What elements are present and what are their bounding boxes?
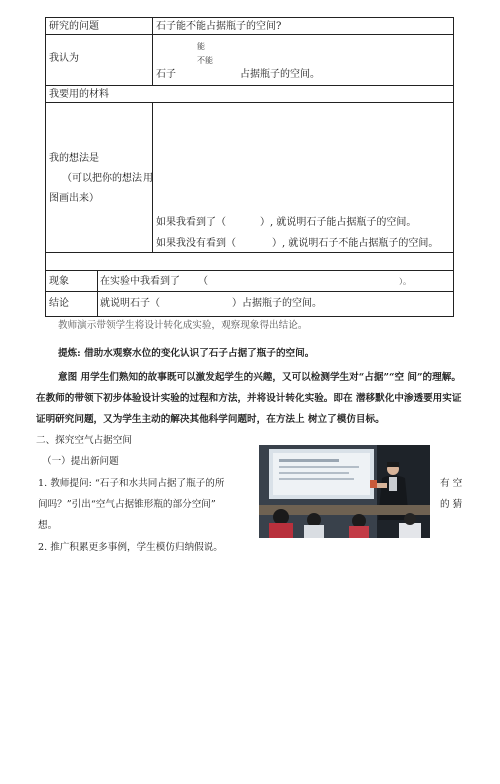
row-label-conclusion: 结论 [49, 298, 69, 309]
criterion-not-seen-b: ）, 就说明石子不能占据瓶子的空间。 [272, 238, 439, 249]
criterion-not-seen-a: 如果我没有看到（ [156, 238, 236, 249]
section-heading-air: 二、探究空气占据空间 [36, 435, 132, 446]
phenomenon-paren-open: （ [198, 276, 208, 287]
subsection-new-question: （一）提出新问题 [42, 456, 119, 467]
classroom-photo-illustration [259, 445, 430, 538]
paragraph-refinement: 提炼: 借助水观察水位的变化认识了石子占据了瓶子的空间。 [58, 348, 315, 359]
option-can: 能 [197, 42, 205, 51]
research-question: 石子能不能占据瓶子的空间? [156, 21, 282, 32]
paragraph-teacher-demo: 教师演示带领学生将设计转化成实验，观察现象得出结论。 [58, 320, 308, 331]
classroom-photo [259, 445, 430, 538]
phenomenon-paren-close: ）。 [399, 277, 411, 286]
hypothesis-post: 占据瓶子的空间。 [240, 69, 320, 80]
row-label-idea-hint2: 图画出来） [49, 193, 99, 204]
item-2: 2. 推广积累更多事例，学生模仿归纳假说。 [38, 542, 223, 553]
row-label-i-think: 我认为 [49, 53, 79, 64]
row-label-idea-hint-end: 用 [143, 173, 153, 184]
phenomenon-text: 在实验中我看到了 [100, 276, 180, 287]
row-label-phenomenon: 现象 [49, 276, 69, 287]
item-1-line1-end: 有 空 [440, 478, 463, 489]
criterion-seen-a: 如果我看到了（ [156, 217, 226, 228]
item-1-line2-end: 的 猜 [440, 499, 463, 510]
item-1-line1: 1. 教师提问: “石子和水共同占据了瓶子的所 [38, 478, 225, 489]
option-cannot: 不能 [197, 56, 213, 65]
conclusion-text-a: 就说明石子（ [100, 298, 160, 309]
row-label-question: 研究的问题 [49, 21, 99, 32]
row-label-materials: 我要用的材料 [49, 89, 109, 100]
paragraph-intent: 意图 用学生们熟知的故事既可以激发起学生的兴趣，又可以检测学生对“占据”“空 间”的理解。在教师的带领下初步体验设计实验的过程和方法，并将设计转化实验。即在 潜移默化中渗透要用实证证明研究问题，又为学生主动的解决其他科学问题时，在方法上 树立了模仿目标。 [36, 372, 462, 425]
criterion-seen-b: ）, 就说明石子能占据瓶子的空间。 [260, 217, 417, 228]
item-1-line2: 间吗？”引出“空气占据锥形瓶的部分空间” [38, 499, 216, 510]
row-label-idea-hint: （可以把你的想法 [62, 173, 142, 184]
hypothesis-pre: 石子 [156, 69, 176, 80]
conclusion-text-b: ）占据瓶子的空间。 [232, 298, 322, 309]
row-label-idea: 我的想法是 [49, 153, 99, 164]
item-1-line3: 想。 [38, 520, 58, 531]
